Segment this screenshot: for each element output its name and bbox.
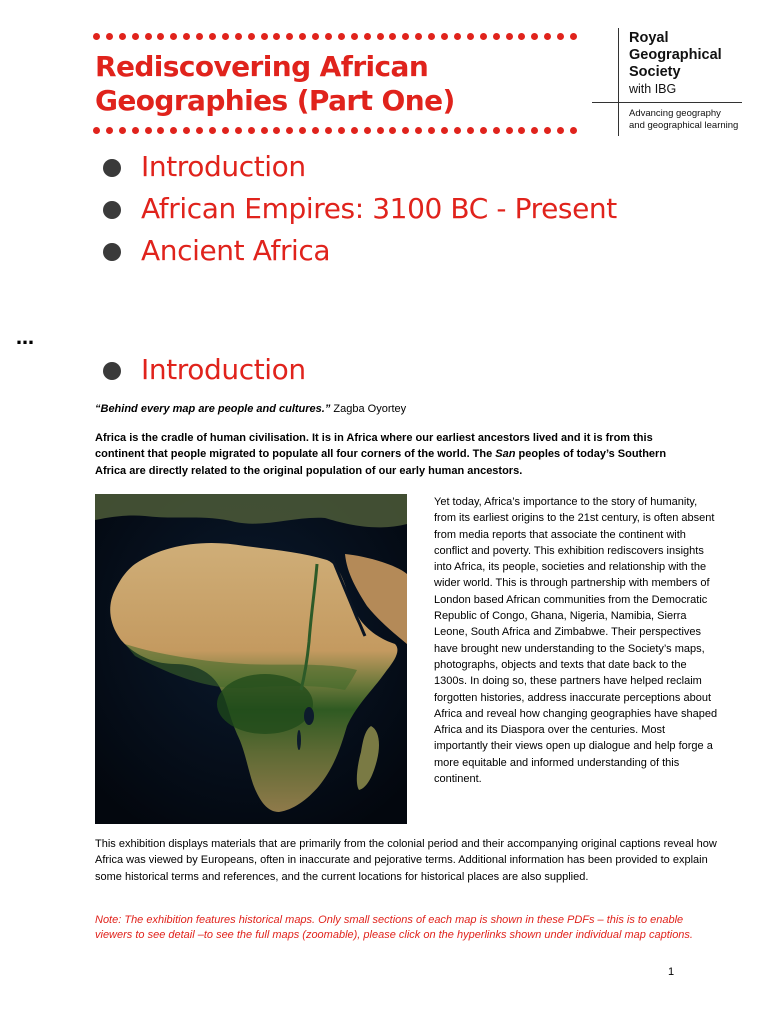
rule-dot <box>428 127 435 134</box>
rule-dot <box>325 33 332 40</box>
top-dotted-rule <box>93 33 577 41</box>
rule-dot <box>364 33 371 40</box>
rule-dot <box>248 127 255 134</box>
side-paragraph: Yet today, Africa’s importance to the story of humanity, from its earliest origins to the 21st century, is often absent from media reports that associate the continent with conflict and poverty. This exhibition rediscovers insights into Africa, its people, societies and relationship with the wider world. This is through partnership with members of London based African communities from the Democratic Republic of Congo, Ghana, Nigeria, Namibia, Sierra Leone, South Africa and Zimbabwe. Their perspectives have brought new understanding to the Society’s maps, photographs, objects and texts that date back to the 1300s. In doing so, these partners have helped reclaim forgotten histories, address inaccurate perceptions about Africa and reveal how changing geographies have shaped Africa and its Diaspora over the centuries. Most importantly their views open up dialogue and help forge a more equitable and informed understanding of this continent. <box>434 496 718 786</box>
africa-map-graphic <box>95 494 407 824</box>
rule-dot <box>467 33 474 40</box>
toc-item-label: Introduction <box>141 150 306 183</box>
rule-dot <box>222 127 229 134</box>
rule-dot <box>441 127 448 134</box>
rule-dot <box>441 33 448 40</box>
rule-dot <box>299 33 306 40</box>
rule-dot <box>351 127 358 134</box>
rule-dot <box>351 33 358 40</box>
logo-tagline-line-1: Advancing geography <box>629 108 721 119</box>
logo-name-line-2: Geographical <box>629 47 722 63</box>
rule-dot <box>557 33 564 40</box>
rule-dot <box>209 127 216 134</box>
exhibition-paragraph: This exhibition displays materials that are primarily from the colonial period and their accompanying original captions reveal how Africa was viewed by Europeans, often in inaccurate and pejorative terms. Additional information has been provided to explain some historical terms and references, and the current locations for historical places are also supplied. <box>95 838 717 883</box>
rule-dot <box>183 33 190 40</box>
toc-item-label: African Empires: 3100 BC - Present <box>141 192 617 225</box>
toc-item-ancient-africa[interactable] <box>103 230 617 272</box>
rule-dot <box>157 127 164 134</box>
rule-dot <box>338 127 345 134</box>
rule-dot <box>119 127 126 134</box>
title-line-2: Geographies (Part One) <box>95 84 455 117</box>
bullet-dot-icon <box>103 201 121 219</box>
rule-dot <box>518 33 525 40</box>
intro-text-1: Africa is the cradle of human civilisation. It is in Africa where our earliest ancestors lived and it is from this continent that people migrated to populate all four corners of the world. The <box>95 432 653 461</box>
rule-dot <box>338 33 345 40</box>
toc-item-introduction[interactable] <box>103 146 617 188</box>
rule-dot <box>389 33 396 40</box>
logo-horizontal-line <box>592 102 742 103</box>
logo-with-ibg: with IBG <box>629 82 677 96</box>
note-paragraph: Note: The exhibition features historical maps. Only small sections of each map is shown in these PDFs – this is to enable viewers to see detail –to see the full maps (zoomable), please click on the hyperlinks shown under individual map captions. <box>95 914 693 941</box>
rule-dot <box>544 33 551 40</box>
rule-dot <box>325 127 332 134</box>
rule-dot <box>454 33 461 40</box>
lake-victoria <box>304 707 314 725</box>
rule-dot <box>312 127 319 134</box>
rule-dot <box>454 127 461 134</box>
epigraph <box>95 403 406 415</box>
rule-dot <box>493 127 500 134</box>
rule-dot <box>544 127 551 134</box>
rule-dot <box>273 33 280 40</box>
logo-name <box>629 30 722 81</box>
rule-dot <box>93 33 100 40</box>
rule-dot <box>480 33 487 40</box>
rule-dot <box>570 33 577 40</box>
rule-dot <box>145 33 152 40</box>
rule-dot <box>196 33 203 40</box>
logo-tagline-line-2: and geographical learning <box>629 120 739 131</box>
rule-dot <box>389 127 396 134</box>
rule-dot <box>377 127 384 134</box>
rule-dot <box>132 33 139 40</box>
rule-dot <box>467 127 474 134</box>
rule-dot <box>170 33 177 40</box>
rule-dot <box>428 33 435 40</box>
quote-text: “Behind every map are people and cultures.” <box>95 403 331 415</box>
rule-dot <box>261 127 268 134</box>
rule-dot <box>506 127 513 134</box>
rule-dot <box>518 127 525 134</box>
rule-dot <box>93 127 100 134</box>
rule-dot <box>196 127 203 134</box>
logo-vertical-line <box>618 28 619 136</box>
rule-dot <box>183 127 190 134</box>
page-title <box>95 50 575 118</box>
rule-dot <box>531 33 538 40</box>
rule-dot <box>248 33 255 40</box>
africa-satellite-image <box>95 494 407 824</box>
intro-text-italic: San <box>495 448 516 461</box>
rainforest-region <box>217 674 313 734</box>
rule-dot <box>286 127 293 134</box>
rule-dot <box>557 127 564 134</box>
rule-dot <box>299 127 306 134</box>
rule-dot <box>480 127 487 134</box>
rule-dot <box>402 127 409 134</box>
rule-dot <box>402 33 409 40</box>
bullet-dot-icon <box>103 159 121 177</box>
rule-dot <box>273 127 280 134</box>
rule-dot <box>145 127 152 134</box>
intro-text-2: peoples of today’s Southern Africa are directly related to the original population of our early human ancestors. <box>95 448 667 477</box>
bottom-dotted-rule <box>93 127 577 135</box>
rule-dot <box>377 33 384 40</box>
bullet-dot-icon <box>103 243 121 261</box>
section-heading-label: Introduction <box>141 353 306 386</box>
page-number: 1 <box>668 966 675 978</box>
rule-dot <box>531 127 538 134</box>
logo-name-line-1: Royal <box>629 30 669 46</box>
logo-tagline <box>629 108 738 132</box>
quote-author: Zagba Oyortey <box>330 403 407 415</box>
bullet-dot-icon <box>103 362 121 380</box>
rule-dot <box>170 127 177 134</box>
rule-dot <box>493 33 500 40</box>
section-heading <box>103 349 306 391</box>
rule-dot <box>415 127 422 134</box>
rule-dot <box>106 127 113 134</box>
rule-dot <box>364 127 371 134</box>
logo-name-line-3: Society <box>629 64 681 80</box>
rule-dot <box>570 127 577 134</box>
toc-item-african-empires[interactable] <box>103 188 617 230</box>
rule-dot <box>235 33 242 40</box>
rgs-logo <box>592 28 768 138</box>
rule-dot <box>209 33 216 40</box>
contents-list <box>103 146 617 272</box>
rule-dot <box>506 33 513 40</box>
lake-tanganyika <box>297 730 301 750</box>
toc-item-label: Ancient Africa <box>141 234 331 267</box>
rule-dot <box>222 33 229 40</box>
rule-dot <box>286 33 293 40</box>
rule-dot <box>261 33 268 40</box>
title-line-1: Rediscovering African <box>95 50 429 83</box>
rule-dot <box>235 127 242 134</box>
intro-paragraph <box>95 430 695 479</box>
ellipsis: … <box>16 328 33 349</box>
rule-dot <box>312 33 319 40</box>
rule-dot <box>132 127 139 134</box>
rule-dot <box>106 33 113 40</box>
rule-dot <box>415 33 422 40</box>
rule-dot <box>119 33 126 40</box>
rule-dot <box>157 33 164 40</box>
